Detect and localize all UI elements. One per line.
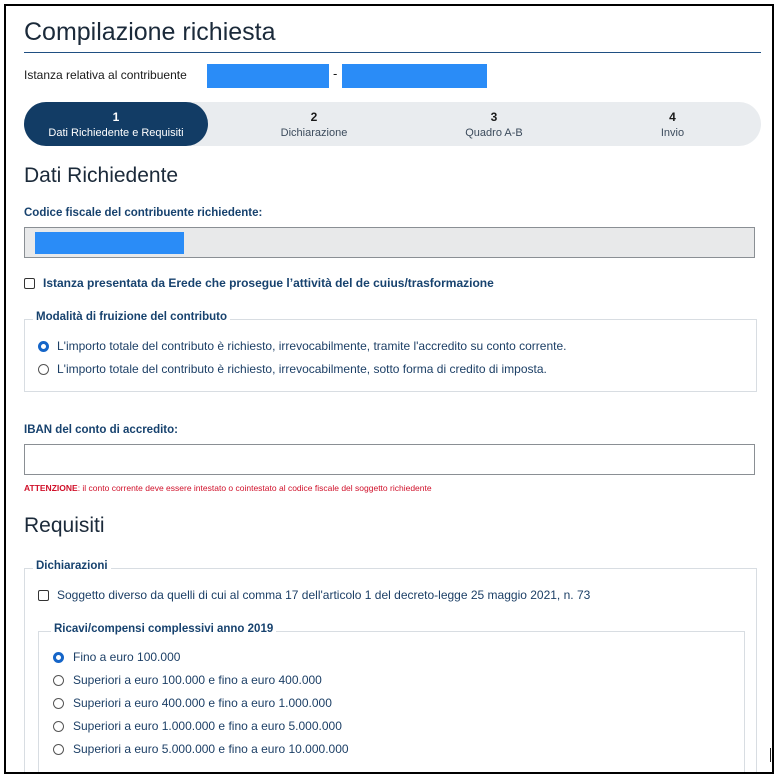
ricavi-option-1: Fino a euro 100.000 xyxy=(73,650,181,664)
modalita-radio-conto-corrente[interactable] xyxy=(38,341,49,352)
step-1-label: Dati Richiedente e Requisiti xyxy=(48,126,184,139)
erede-checkbox[interactable] xyxy=(24,278,35,289)
iban-warning-prefix: ATTENZIONE xyxy=(24,483,78,493)
page-title: Compilazione richiesta xyxy=(24,18,276,46)
modalita-radio-credito-imposta[interactable] xyxy=(38,364,49,375)
step-4[interactable] xyxy=(584,102,761,146)
ricavi-option-5: Superiori a euro 5.000.000 e fino a euro 10.000.000 xyxy=(73,742,349,756)
dati-richiedente-heading: Dati Richiedente xyxy=(24,164,179,187)
requisiti-heading: Requisiti xyxy=(24,514,105,537)
step-3[interactable] xyxy=(404,102,584,146)
iban-input[interactable] xyxy=(24,444,755,475)
title-divider xyxy=(24,52,761,53)
ricavi-option-3: Superiori a euro 400.000 e fino a euro 1.000.000 xyxy=(73,696,332,710)
codice-fiscale-label: Codice fiscale del contribuente richiedente: xyxy=(24,207,263,219)
instanza-label: Istanza relativa al contribuente xyxy=(24,68,187,82)
step-3-number: 3 xyxy=(490,109,498,124)
step-3-label: Quadro A-B xyxy=(465,126,523,139)
modalita-legend: Modalità di fruizione del contributo xyxy=(33,311,230,323)
step-2-label: Dichiarazione xyxy=(280,126,348,139)
step-4-label: Invio xyxy=(660,126,685,139)
step-1[interactable] xyxy=(24,102,208,146)
ricavi-radio-4[interactable] xyxy=(53,721,64,732)
step-2-number: 2 xyxy=(310,109,318,124)
modalita-option-credito-imposta: L'importo totale del contributo è richiesto, irrevocabilmente, sotto forma di credito di imposta. xyxy=(57,362,547,376)
soggetto-checkbox[interactable] xyxy=(38,590,49,601)
iban-warning-text: : il conto corrente deve essere intestato o cointestato al codice fiscale del soggetto richiedente xyxy=(77,483,432,493)
stepper xyxy=(24,102,761,146)
step-2[interactable] xyxy=(224,102,404,146)
soggetto-label: Soggetto diverso da quelli di cui al comma 17 dell'articolo 1 del decreto-legge 25 maggio 2021, n. 73 xyxy=(57,588,591,602)
form-frame xyxy=(4,4,774,774)
ricavi-option-2: Superiori a euro 100.000 e fino a euro 400.000 xyxy=(73,673,322,687)
ricavi-radio-1[interactable] xyxy=(53,652,64,663)
redacted-codice-fiscale xyxy=(35,232,184,254)
modalita-option-conto-corrente: L'importo totale del contributo è richiesto, irrevocabilmente, tramite l'accredito su conto corrente. xyxy=(57,339,567,353)
erede-label: Istanza presentata da Erede che prosegue l’attività del de cuius/trasformazione xyxy=(43,276,494,290)
ricavi-option-4: Superiori a euro 1.000.000 e fino a euro 5.000.000 xyxy=(73,719,342,733)
ricavi-legend: Ricavi/compensi complessivi anno 2019 xyxy=(51,623,276,635)
modalita-fieldset xyxy=(24,319,757,392)
text-cursor xyxy=(770,748,771,762)
ricavi-radio-3[interactable] xyxy=(53,698,64,709)
instanza-separator: - xyxy=(333,66,338,81)
step-1-number: 1 xyxy=(112,109,120,124)
redacted-contribuente-1 xyxy=(207,64,329,88)
ricavi-radio-2[interactable] xyxy=(53,675,64,686)
iban-label: IBAN del conto di accredito: xyxy=(24,424,178,436)
dichiarazioni-legend: Dichiarazioni xyxy=(33,560,111,572)
step-4-number: 4 xyxy=(669,109,676,124)
iban-warning xyxy=(24,483,432,493)
codice-fiscale-field[interactable] xyxy=(24,227,755,258)
redacted-contribuente-2 xyxy=(342,64,487,88)
ricavi-radio-5[interactable] xyxy=(53,744,64,755)
